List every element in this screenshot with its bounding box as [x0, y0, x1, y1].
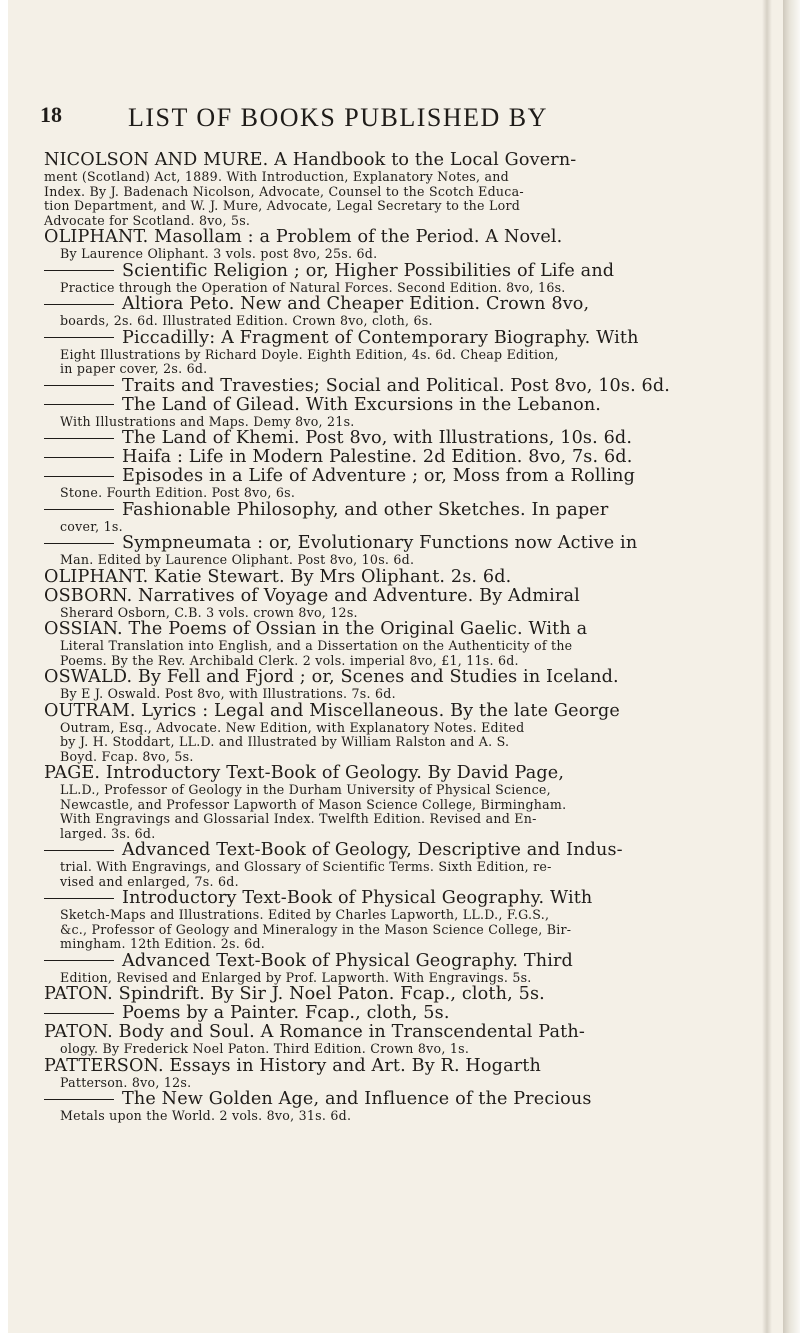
entry-title-line: [44, 620, 756, 639]
line-text: &c., Professor of Geology and Mineralogy in the Mason Science College, Bir-: [60, 921, 572, 937]
line-text: By E J. Oswald. Post 8vo, with Illustrations. 7s. 6d.: [60, 686, 396, 701]
line-text: OSSIAN. The Poems of Ossian in the Original Gaelic. With a: [44, 619, 588, 639]
line-text: Advanced Text-Book of Physical Geography. Third: [122, 950, 573, 971]
line-text: Sketch-Maps and Illustrations. Edited by Charles Lapworth, LL.D., F.G.S.,: [60, 907, 550, 922]
page-edge: [783, 0, 800, 1333]
ditto-dash: [44, 960, 114, 961]
line-text: Piccadilly: A Fragment of Contemporary Biography. With: [122, 327, 639, 348]
line-text: ment (Scotland) Act, 1889. With Introduction, Explanatory Notes, and: [44, 169, 509, 184]
book-list: [44, 151, 756, 1124]
entry-detail-line: [44, 827, 756, 842]
line-text: PATON. Body and Soul. A Romance in Transcendental Path-: [44, 1022, 585, 1042]
entry-title-line: [44, 764, 756, 783]
line-text: Index. By J. Badenach Nicolson, Advocate, Counsel to the Scotch Educa-: [44, 183, 524, 199]
line-text: ology. By Frederick Noel Paton. Third Edition. Crown 8vo, 1s.: [60, 1041, 470, 1056]
line-text: Outram, Esq., Advocate. New Edition, with Explanatory Notes. Edited: [60, 719, 525, 735]
page-number: 18: [40, 102, 62, 127]
entry-detail-line: [44, 639, 756, 654]
entry-title-line: [44, 396, 756, 415]
line-text: Introductory Text-Book of Physical Geography. With: [122, 888, 593, 908]
ditto-dash: [44, 457, 114, 458]
entry-detail-line: [44, 348, 756, 363]
line-text: Traits and Travesties; Social and Political. Post 8vo, 10s. 6d.: [122, 375, 671, 396]
line-text: Metals upon the World. 2 vols. 8vo, 31s. 6d.: [60, 1108, 352, 1123]
line-text: Haifa : Life in Modern Palestine. 2d Edition. 8vo, 7s. 6d.: [122, 447, 633, 467]
line-text: Advanced Text-Book of Geology, Descriptive and Indus-: [122, 840, 623, 860]
entry-detail-line: [44, 185, 756, 200]
line-text: Literal Translation into English, and a Dissertation on the Authenticity of the: [60, 638, 573, 653]
line-text: Fashionable Philosophy, and other Sketches. In paper: [122, 499, 609, 520]
line-text: The Land of Gilead. With Excursions in the Lebanon.: [122, 394, 602, 415]
line-text: larged. 3s. 6d.: [60, 825, 156, 841]
line-text: mingham. 12th Edition. 2s. 6d.: [60, 936, 266, 951]
line-text: Poems by a Painter. Fcap., cloth, 5s.: [122, 1003, 450, 1023]
page-header: [40, 96, 760, 136]
line-text: The New Golden Age, and Influence of the Precious: [122, 1089, 592, 1109]
entry-title-line: [44, 228, 756, 247]
ditto-dash: [44, 438, 114, 439]
entry-detail-line: [44, 1109, 756, 1124]
line-text: boards, 2s. 6d. Illustrated Edition. Crown 8vo, cloth, 6s.: [60, 313, 433, 328]
line-text: With Engravings and Glossarial Index. Twelfth Edition. Revised and En-: [60, 811, 537, 826]
line-text: Poems. By the Rev. Archibald Clerk. 2 vols. imperial 8vo, £1, 11s. 6d.: [60, 652, 519, 668]
entry-detail-line: [44, 170, 756, 185]
line-text: PATON. Spindrift. By Sir J. Noel Paton. Fcap., cloth, 5s.: [44, 984, 545, 1004]
ditto-dash: [44, 898, 114, 899]
entry-detail-line: [44, 937, 756, 952]
line-text: PATTERSON. Essays in History and Art. By R. Hogarth: [44, 1055, 541, 1076]
entry-detail-line: [44, 812, 756, 827]
entry-detail-line: [44, 553, 756, 568]
line-text: Advocate for Scotland. 8vo, 5s.: [44, 212, 251, 228]
entry-title-line: [44, 985, 756, 1004]
entry-detail-line: [44, 875, 756, 890]
ditto-dash: [44, 270, 114, 271]
entry-title-line: [44, 295, 756, 314]
entry-detail-line: [44, 199, 756, 214]
running-head: LIST OF BOOKS PUBLISHED BY: [128, 103, 548, 132]
entry-title-line: [44, 262, 756, 281]
line-text: Man. Edited by Laurence Oliphant. Post 8vo, 10s. 6d.: [60, 552, 415, 567]
line-text: Edition, Revised and Enlarged by Prof. Lapworth. With Engravings. 5s.: [60, 969, 532, 985]
ditto-dash: [44, 850, 114, 851]
entry-title-line: [44, 889, 756, 908]
entry-title-line: [44, 501, 756, 520]
entry-detail-line: [44, 1076, 756, 1091]
line-text: trial. With Engravings, and Glossary of Scientific Terms. Sixth Edition, re-: [60, 859, 552, 874]
ditto-dash: [44, 337, 114, 338]
line-text: NICOLSON AND MURE. A Handbook to the Local Govern-: [44, 150, 577, 170]
entry-detail-line: [44, 860, 756, 875]
line-text: Newcastle, and Professor Lapworth of Mason Science College, Birmingham.: [60, 796, 567, 812]
line-text: Sympneumata : or, Evolutionary Functions now Active in: [122, 533, 638, 553]
entry-title-line: [44, 448, 756, 467]
entry-detail-line: [44, 281, 756, 296]
entry-detail-line: [44, 415, 756, 430]
line-text: Practice through the Operation of Natural Forces. Second Edition. 8vo, 16s.: [60, 279, 566, 295]
ditto-dash: [44, 404, 114, 405]
entry-title-line: [44, 587, 756, 606]
line-text: Boyd. Fcap. 8vo, 5s.: [60, 748, 194, 764]
entry-title-line: [44, 568, 756, 587]
entry-title-line: [44, 1090, 756, 1109]
line-text: Episodes in a Life of Adventure ; or, Moss from a Rolling: [122, 466, 636, 486]
entry-detail-line: [44, 1042, 756, 1057]
line-text: By Laurence Oliphant. 3 vols. post 8vo, 25s. 6d.: [60, 246, 378, 261]
entry-title-line: [44, 1023, 756, 1042]
entry-title-line: [44, 668, 756, 687]
line-text: by J. H. Stoddart, LL.D. and Illustrated by William Ralston and A. S.: [60, 734, 510, 749]
entry-detail-line: [44, 486, 756, 501]
line-text: Patterson. 8vo, 12s.: [60, 1074, 192, 1090]
page-gutter-shadow: [762, 0, 772, 1333]
entry-detail-line: [44, 721, 756, 736]
entry-detail-line: [44, 923, 756, 938]
entry-title-line: [44, 952, 756, 971]
line-text: Altiora Peto. New and Cheaper Edition. Crown 8vo,: [122, 294, 590, 314]
entry-detail-line: [44, 735, 756, 750]
ditto-dash: [44, 304, 114, 305]
entry-title-line: [44, 429, 756, 448]
line-text: Scientific Religion ; or, Higher Possibilities of Life and: [122, 260, 615, 281]
line-text: OUTRAM. Lyrics : Legal and Miscellaneous. By the late George: [44, 700, 620, 721]
line-text: in paper cover, 2s. 6d.: [60, 361, 208, 376]
entry-detail-line: [44, 606, 756, 621]
entry-title-line: [44, 377, 756, 396]
line-text: Eight Illustrations by Richard Doyle. Eighth Edition, 4s. 6d. Cheap Edition,: [60, 346, 559, 362]
line-text: tion Department, and W. J. Mure, Advocate, Legal Secretary to the Lord: [44, 198, 521, 213]
ditto-dash: [44, 1013, 114, 1014]
entry-detail-line: [44, 314, 756, 329]
ditto-dash: [44, 476, 114, 477]
line-text: vised and enlarged, 7s. 6d.: [60, 873, 239, 889]
entry-title-line: [44, 1004, 756, 1023]
line-text: Sherard Osborn, C.B. 3 vols. crown 8vo, 12s.: [60, 604, 358, 620]
entry-title-line: [44, 329, 756, 348]
line-text: The Land of Khemi. Post 8vo, with Illustrations, 10s. 6d.: [122, 428, 633, 448]
entry-title-line: [44, 1057, 756, 1076]
entry-detail-line: [44, 520, 756, 535]
entry-title-line: [44, 151, 756, 170]
ditto-dash: [44, 509, 114, 510]
entry-detail-line: [44, 908, 756, 923]
entry-title-line: [44, 702, 756, 721]
entry-detail-line: [44, 247, 756, 262]
line-text: Stone. Fourth Edition. Post 8vo, 6s.: [60, 485, 296, 500]
entry-title-line: [44, 841, 756, 860]
entry-title-line: [44, 534, 756, 553]
line-text: OSWALD. By Fell and Fjord ; or, Scenes and Studies in Iceland.: [44, 667, 619, 687]
entry-detail-line: [44, 783, 756, 798]
ditto-dash: [44, 543, 114, 544]
entry-detail-line: [44, 362, 756, 377]
line-text: OSBORN. Narratives of Voyage and Adventure. By Admiral: [44, 585, 580, 606]
line-text: OLIPHANT. Katie Stewart. By Mrs Oliphant. 2s. 6d.: [44, 566, 512, 587]
line-text: OLIPHANT. Masollam : a Problem of the Period. A Novel.: [44, 227, 563, 247]
entry-title-line: [44, 467, 756, 486]
entry-detail-line: [44, 214, 756, 229]
entry-detail-line: [44, 971, 756, 986]
ditto-dash: [44, 1099, 114, 1100]
entry-detail-line: [44, 750, 756, 765]
line-text: LL.D., Professor of Geology in the Durham University of Physical Science,: [60, 782, 551, 797]
ditto-dash: [44, 385, 114, 386]
line-text: PAGE. Introductory Text-Book of Geology. By David Page,: [44, 763, 565, 783]
line-text: With Illustrations and Maps. Demy 8vo, 21s.: [60, 413, 355, 429]
entry-detail-line: [44, 654, 756, 669]
line-text: cover, 1s.: [60, 518, 123, 534]
entry-detail-line: [44, 687, 756, 702]
entry-detail-line: [44, 798, 756, 813]
